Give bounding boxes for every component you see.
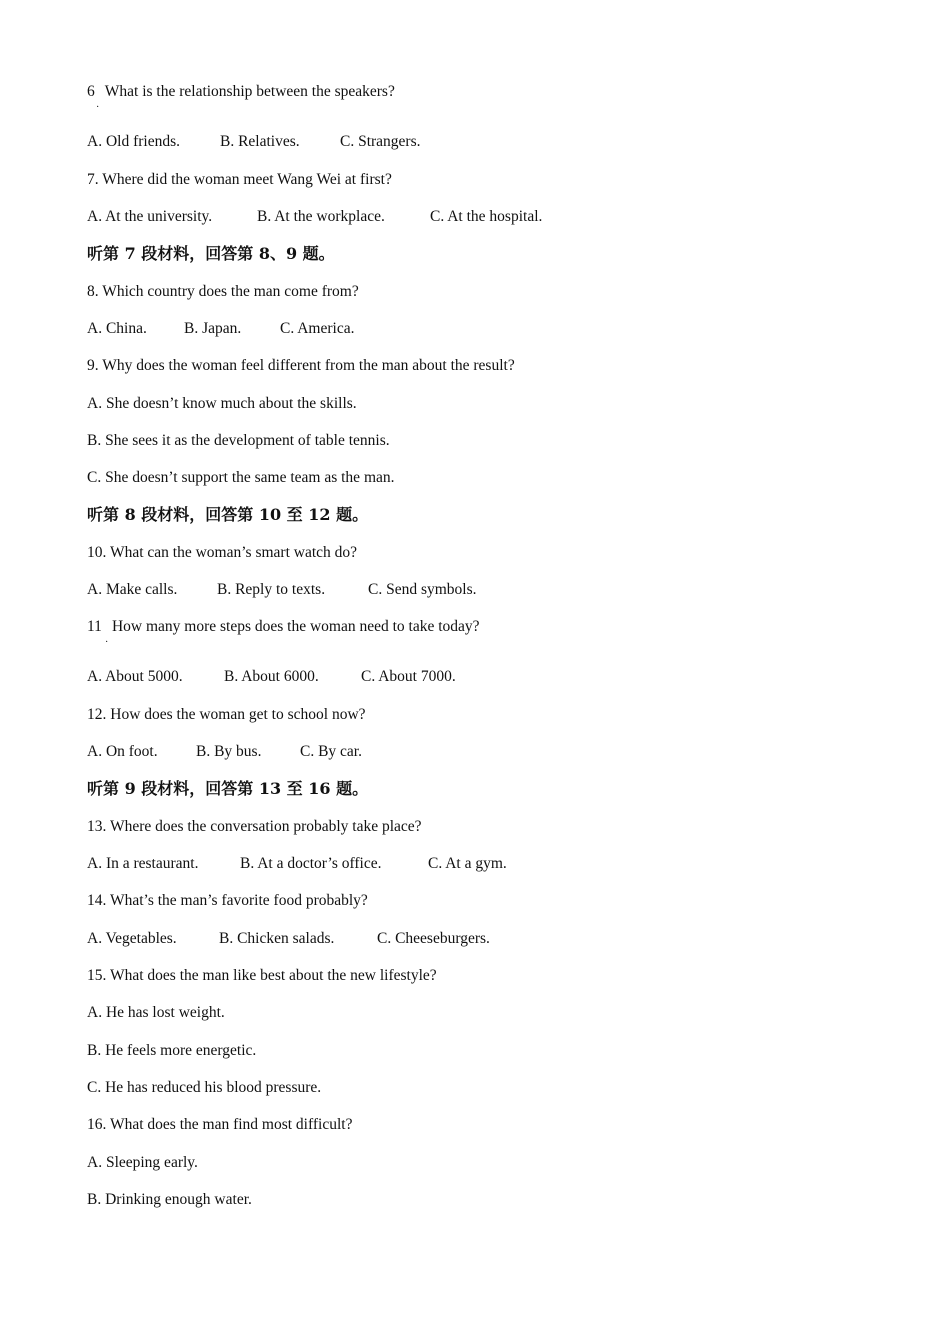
question-9-option-b: B. She sees it as the development of table tennis.	[87, 432, 390, 449]
option-a: A. Old friends.	[87, 133, 180, 150]
option-c: C. Strangers.	[340, 133, 421, 150]
question-13-options	[87, 854, 507, 874]
question-12-options	[87, 742, 362, 762]
option-a: A. In a restaurant.	[87, 855, 199, 872]
option-a: A. On foot.	[87, 743, 158, 760]
option-b: B. Chicken salads.	[219, 930, 335, 947]
option-c: C. About 7000.	[361, 668, 456, 685]
question-14-options	[87, 929, 490, 949]
question-12-stem: 12. How does the woman get to school now?	[87, 706, 366, 723]
question-text: How many more steps does the woman need to take today?	[111, 618, 480, 635]
question-11-options	[87, 667, 456, 687]
option-a: A. China.	[87, 320, 147, 337]
option-a: A. Vegetables.	[87, 930, 177, 947]
question-10-options	[87, 580, 477, 600]
question-16-option-b: B. Drinking enough water.	[87, 1191, 252, 1208]
question-13-stem: 13. Where does the conversation probably take place?	[87, 818, 422, 835]
question-7-options	[87, 207, 542, 227]
section-heading: 听第 9 段材料，回答第 13 至 16 题。	[87, 779, 369, 798]
question-8-stem: 8. Which country does the man come from?	[87, 283, 359, 300]
section-heading: 听第 8 段材料，回答第 10 至 12 题。	[87, 505, 369, 524]
option-b: B. At a doctor’s office.	[240, 855, 382, 872]
question-6-options	[87, 132, 421, 152]
option-b: B. By bus.	[196, 743, 262, 760]
option-c: C. America.	[280, 320, 355, 337]
stray-dot-mark: ·	[96, 102, 100, 113]
option-b: B. Reply to texts.	[217, 581, 326, 598]
question-15-option-a: A. He has lost weight.	[87, 1004, 225, 1021]
option-c: C. Send symbols.	[368, 581, 477, 598]
option-c: C. At the hospital.	[430, 208, 543, 225]
option-b: B. Relatives.	[220, 133, 300, 150]
stray-dot-mark: ·	[105, 637, 109, 648]
question-15-stem: 15. What does the man like best about the new lifestyle?	[87, 967, 437, 984]
option-b: B. Japan.	[184, 320, 242, 337]
question-9-option-a: A. She doesn’t know much about the skills.	[87, 395, 357, 412]
question-9-option-c: C. She doesn’t support the same team as the man.	[87, 469, 395, 486]
option-b: B. At the workplace.	[257, 208, 385, 225]
option-a: A. About 5000.	[87, 668, 183, 685]
question-15-option-b: B. He feels more energetic.	[87, 1042, 257, 1059]
question-8-options	[87, 319, 354, 339]
question-15-option-c: C. He has reduced his blood pressure.	[87, 1079, 322, 1096]
question-9-stem: 9. Why does the woman feel different from the man about the result?	[87, 357, 515, 374]
option-c: C. Cheeseburgers.	[377, 930, 490, 947]
question-16-stem: 16. What does the man find most difficult?	[87, 1116, 353, 1133]
question-6-stem	[87, 82, 395, 102]
option-a: A. Make calls.	[87, 581, 178, 598]
question-text: What is the relationship between the speakers?	[104, 83, 395, 100]
question-number: 6	[87, 83, 95, 100]
question-14-stem: 14. What’s the man’s favorite food probably?	[87, 892, 368, 909]
option-c: C. By car.	[300, 743, 362, 760]
option-b: B. About 6000.	[224, 668, 319, 685]
section-heading: 听第 7 段材料，回答第 8、9 题。	[87, 244, 335, 263]
question-11-stem	[87, 617, 480, 637]
option-a: A. At the university.	[87, 208, 213, 225]
question-16-option-a: A. Sleeping early.	[87, 1154, 198, 1171]
option-c: C. At a gym.	[428, 855, 507, 872]
question-10-stem: 10. What can the woman’s smart watch do?	[87, 544, 358, 561]
question-number: 11	[87, 618, 102, 635]
question-7-stem: 7. Where did the woman meet Wang Wei at first?	[87, 171, 392, 188]
